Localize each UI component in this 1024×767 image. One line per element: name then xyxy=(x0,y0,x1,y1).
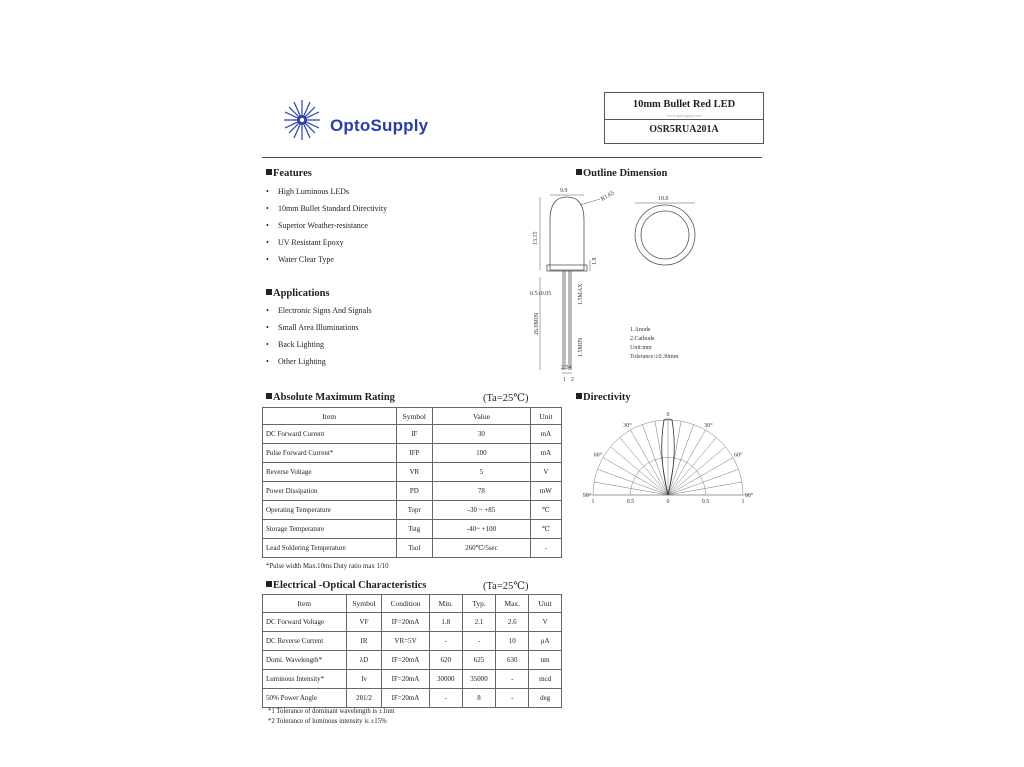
table-row: DC Forward Current IF 30 mA xyxy=(263,425,562,444)
list-item: • UV Resistant Epoxy xyxy=(266,234,387,251)
brand-logo xyxy=(278,96,448,146)
amr-footnote: *Pulse width Max.10ms Duty ratio max 1/10 xyxy=(266,563,389,570)
axis-label: 1 xyxy=(591,499,595,505)
amr-condition: (Ta=25℃) xyxy=(483,393,529,404)
list-item: • Small Area Illuminations xyxy=(266,319,372,336)
column-header: Item xyxy=(263,595,347,613)
led-body-side xyxy=(550,197,584,270)
eoc-note-intensity: *2 Tolerance of luminous intensity is ±15% xyxy=(268,718,387,725)
list-item: • Water Clear Type xyxy=(266,251,387,268)
dim-radius-label: R1.65 xyxy=(600,190,616,203)
dim-lead-spacing-label: 0.5±0.05 xyxy=(530,291,552,297)
column-header: Symbol xyxy=(346,595,382,613)
outline-heading: Outline Dimension xyxy=(576,168,667,179)
square-bullet-icon xyxy=(576,393,582,399)
part-number: OSR5RUA201A xyxy=(649,124,719,135)
note-cathode: 2.Cathode xyxy=(630,336,655,342)
features-list xyxy=(266,183,387,268)
angle-label: 60° xyxy=(733,452,743,459)
column-header: Typ. xyxy=(462,595,495,613)
list-item: • Electronic Signs And Signals xyxy=(266,302,372,319)
note-tolerance: Tolerance:±0.30mm xyxy=(630,354,679,360)
angle-label: 90° xyxy=(744,493,754,499)
pin-1-label: 1 xyxy=(563,377,566,383)
amr-table xyxy=(262,407,562,558)
brand-name: OptoSupply xyxy=(330,116,429,135)
directivity-heading: Directivity xyxy=(576,392,631,403)
column-header: Symbol xyxy=(396,408,433,425)
title-box xyxy=(604,92,764,144)
axis-label: 0.5 xyxy=(701,499,710,505)
square-bullet-icon xyxy=(266,169,272,175)
dim-diameter-label: 10.0 xyxy=(658,196,669,202)
column-header: Unit xyxy=(530,408,561,425)
table-row: Power Dissipation PD 78 mW xyxy=(263,482,562,501)
angle-label: 60° xyxy=(593,452,603,459)
eoc-condition: (Ta=25℃) xyxy=(483,581,529,592)
table-row: Reverse Voltage VR 5 V xyxy=(263,463,562,482)
list-item: • Back Lighting xyxy=(266,336,372,353)
list-item: • Superior Weather-resistance xyxy=(266,217,387,234)
amr-heading: Absolute Maximum Rating xyxy=(266,392,395,403)
directivity-chart xyxy=(580,410,760,510)
led-top-view xyxy=(635,205,695,265)
axis-label: 0 xyxy=(666,499,670,505)
square-bullet-icon xyxy=(266,289,272,295)
table-row: Operating Temperature Topr -30 ~ +85 ℃ xyxy=(263,501,562,520)
table-row: Lead Soldering Temperature Tsol 260℃/5sec - xyxy=(263,539,562,558)
website-url: www.optosupply.com xyxy=(666,113,702,118)
table-row: Storage Temperature Tstg -40~ +100 ℃ xyxy=(263,520,562,539)
column-header: Max. xyxy=(496,595,529,613)
eoc-note-wavelength: *1 Tolerance of dominant wavelength is ±1nm xyxy=(268,708,395,715)
list-item: • High Luminous LEDs xyxy=(266,183,387,200)
outline-drawing xyxy=(520,185,760,385)
note-anode: 1.Anode xyxy=(630,327,651,333)
dim-lead-max-label: 1.5MAX xyxy=(578,283,584,305)
eoc-table xyxy=(262,594,562,708)
table-header-row xyxy=(263,595,562,613)
header-rule xyxy=(262,157,762,158)
axis-label: 1 xyxy=(741,499,745,505)
square-bullet-icon xyxy=(576,169,582,175)
applications-heading: Applications xyxy=(266,288,330,299)
table-header-row xyxy=(263,408,562,425)
table-row: DC Forward Voltage VF IF=20mA 1.8 2.1 2.6 V xyxy=(263,613,562,632)
table-row: Luminous Intensity* Iv IF=20mA 30000 35000 - mcd xyxy=(263,670,562,689)
angle-label: 30° xyxy=(623,422,632,429)
eoc-heading: Electrical -Optical Characteristics xyxy=(266,580,426,591)
angle-label: 30° xyxy=(704,422,713,429)
note-unit: Unit:mm xyxy=(630,345,652,351)
dim-height-label: 13.15 xyxy=(533,231,539,245)
square-bullet-icon xyxy=(266,393,272,399)
table-row: Domi. Wavelength* λD IF=20mA 620 625 630 nm xyxy=(263,651,562,670)
axis-label: 0.5 xyxy=(626,499,635,505)
product-title: 10mm Bullet Red LED xyxy=(632,99,736,110)
dim-flange-label: 1.8 xyxy=(592,257,598,265)
column-header: Condition xyxy=(382,595,429,613)
angle-label: 90° xyxy=(582,493,592,499)
star-logo-icon xyxy=(282,98,322,142)
list-item: • 10mm Bullet Standard Directivity xyxy=(266,200,387,217)
square-bullet-icon xyxy=(266,581,272,587)
column-header: Item xyxy=(263,408,397,425)
column-header: Min. xyxy=(429,595,462,613)
features-heading: Features xyxy=(266,168,312,179)
dim-width-label: 9.9 xyxy=(560,188,568,194)
dim-lead-min-label: 1.5MIN xyxy=(578,337,584,357)
column-header: Unit xyxy=(529,595,562,613)
angle-label: 0 xyxy=(666,412,670,418)
dim-pitch-label: 2.54 xyxy=(561,365,572,371)
table-row: DC Reverse Current IR VR=5V - - 10 μA xyxy=(263,632,562,651)
applications-list xyxy=(266,302,372,370)
dim-lead-length-label: 26.0MIN xyxy=(534,312,540,335)
pin-2-label: 2 xyxy=(571,377,574,383)
table-row: 50% Power Angle 2θ1/2 IF=20mA - 8 - deg xyxy=(263,689,562,708)
list-item: • Other Lighting xyxy=(266,353,372,370)
table-row: Pulse Forward Current* IFP 100 mA xyxy=(263,444,562,463)
column-header: Value xyxy=(433,408,531,425)
title-divider xyxy=(605,119,763,120)
